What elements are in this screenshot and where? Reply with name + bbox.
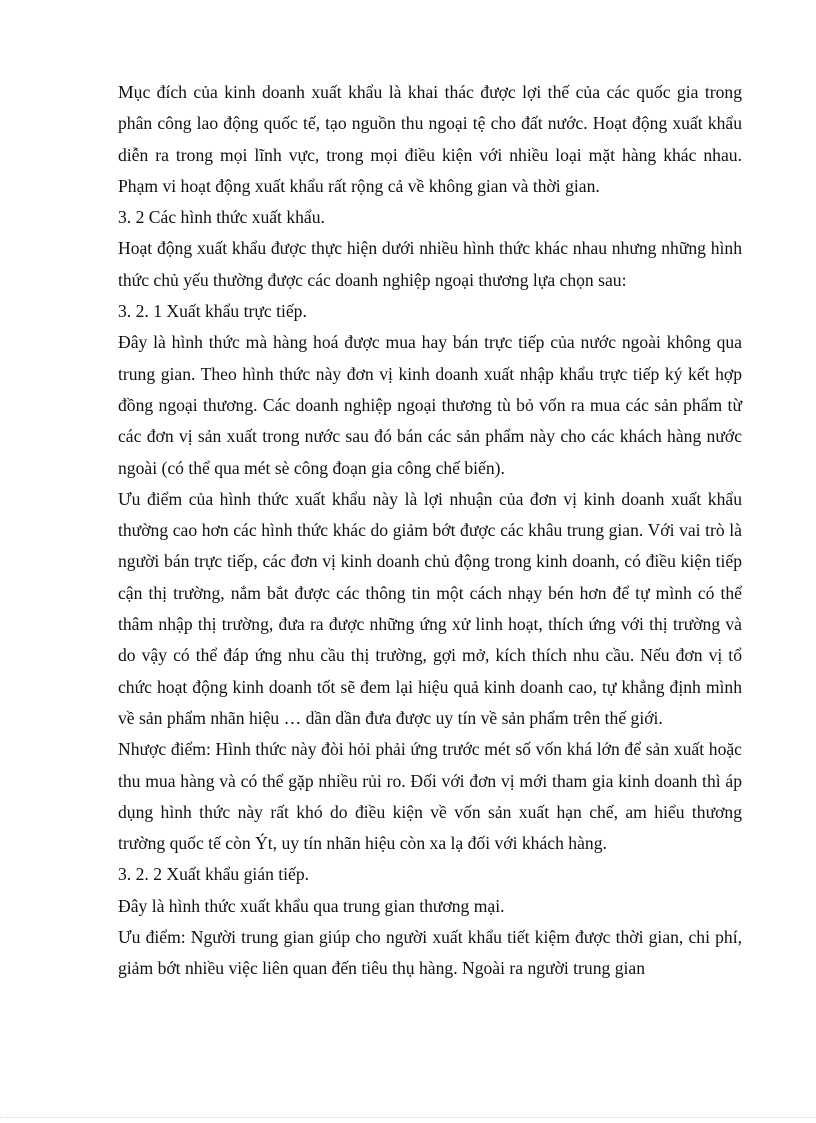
paragraph-direct-export-definition: Đây là hình thức mà hàng hoá được mua hay bán trực tiếp của nước ngoài không qua trung gian. Theo hình thức này đơn vị kinh doanh xuất nhập khẩu trực tiếp ký kết hợp đồng ngoại thương. Các doanh nghiệp ngoại thương tù bỏ vốn ra mua các sản phẩm từ các đơn vị sản xuất trong nước sau đó bán các sản phẩm này cho các khách hàng nước ngoài (có thể qua mét sè công đoạn gia công chế biến). [118, 332, 742, 478]
paragraph-export-forms-intro: Hoạt động xuất khẩu được thực hiện dưới nhiều hình thức khác nhau nhưng những hình thức chủ yếu thường được các doanh nghiệp ngoại thương lựa chọn sau: [118, 238, 742, 290]
paragraph-indirect-export-definition: Đây là hình thức xuất khẩu qua trung gian thương mại. [118, 895, 505, 916]
heading-direct-export: 3. 2. 1 Xuất khẩu trực tiếp. [118, 301, 307, 322]
paragraph-direct-export-disadvantages: Nhược điểm: Hình thức này đòi hỏi phải ứng trước mét số vốn khá lớn để sản xuất hoặc thu mua hàng và có thể gặp nhiều rủi ro. Đối với đơn vị mới tham gia kinh doanh thì áp dụng hình thức này rất khó do điều kiện về vốn sản xuất hạn chế, am hiểu thương trường quốc tế còn Ýt, uy tín nhãn hiệu còn xa lạ đối với khách hàng. [118, 739, 742, 854]
page-bottom-divider [0, 1117, 816, 1118]
heading-export-forms: 3. 2 Các hình thức xuất khẩu. [118, 207, 325, 228]
paragraph-indirect-export-advantages: Ưu điểm: Người trung gian giúp cho người xuất khẩu tiết kiệm được thời gian, chi phí, giảm bớt nhiều việc liên quan đến tiêu thụ hàng. Ngoài ra người trung gian [118, 927, 742, 979]
document-body [118, 77, 742, 985]
paragraph-export-purpose: Mục đích của kinh doanh xuất khẩu là khai thác được lợi thế của các quốc gia trong phân công lao động quốc tế, tạo nguồn thu ngoại tệ cho đất nước. Hoạt động xuất khẩu diễn ra trong mọi lĩnh vực, trong mọi điều kiện với nhiều loại mặt hàng khác nhau. Phạm vi hoạt động xuất khẩu rất rộng cả về không gian và thời gian. [118, 82, 742, 196]
heading-indirect-export: 3. 2. 2 Xuất khẩu gián tiếp. [118, 864, 310, 885]
paragraph-direct-export-advantages: Ưu điểm của hình thức xuất khẩu này là lợi nhuận của đơn vị kinh doanh xuất khẩu thường cao hơn các hình thức khác do giảm bớt được các khâu trung gian. Với vai trò là người bán trực tiếp, các đơn vị kinh doanh chủ động trong kinh doanh, có điều kiện tiếp cận thị trường, nắm bắt được các thông tin một cách nhạy bén hơn để tự mình có thể thâm nhập thị trường, đưa ra được những ứng xử linh hoạt, thích ứng với thị trường và do vậy có thể đáp ứng nhu cầu thị trường, gợi mở, kích thích nhu cầu. Nếu đơn vị tổ chức hoạt động kinh doanh tốt sẽ đem lại hiệu quả kinh doanh cao, tự khẳng định mình về sản phẩm nhãn hiệu … dần dần đưa được uy tín về sản phẩm trên thế giới. [118, 488, 742, 728]
